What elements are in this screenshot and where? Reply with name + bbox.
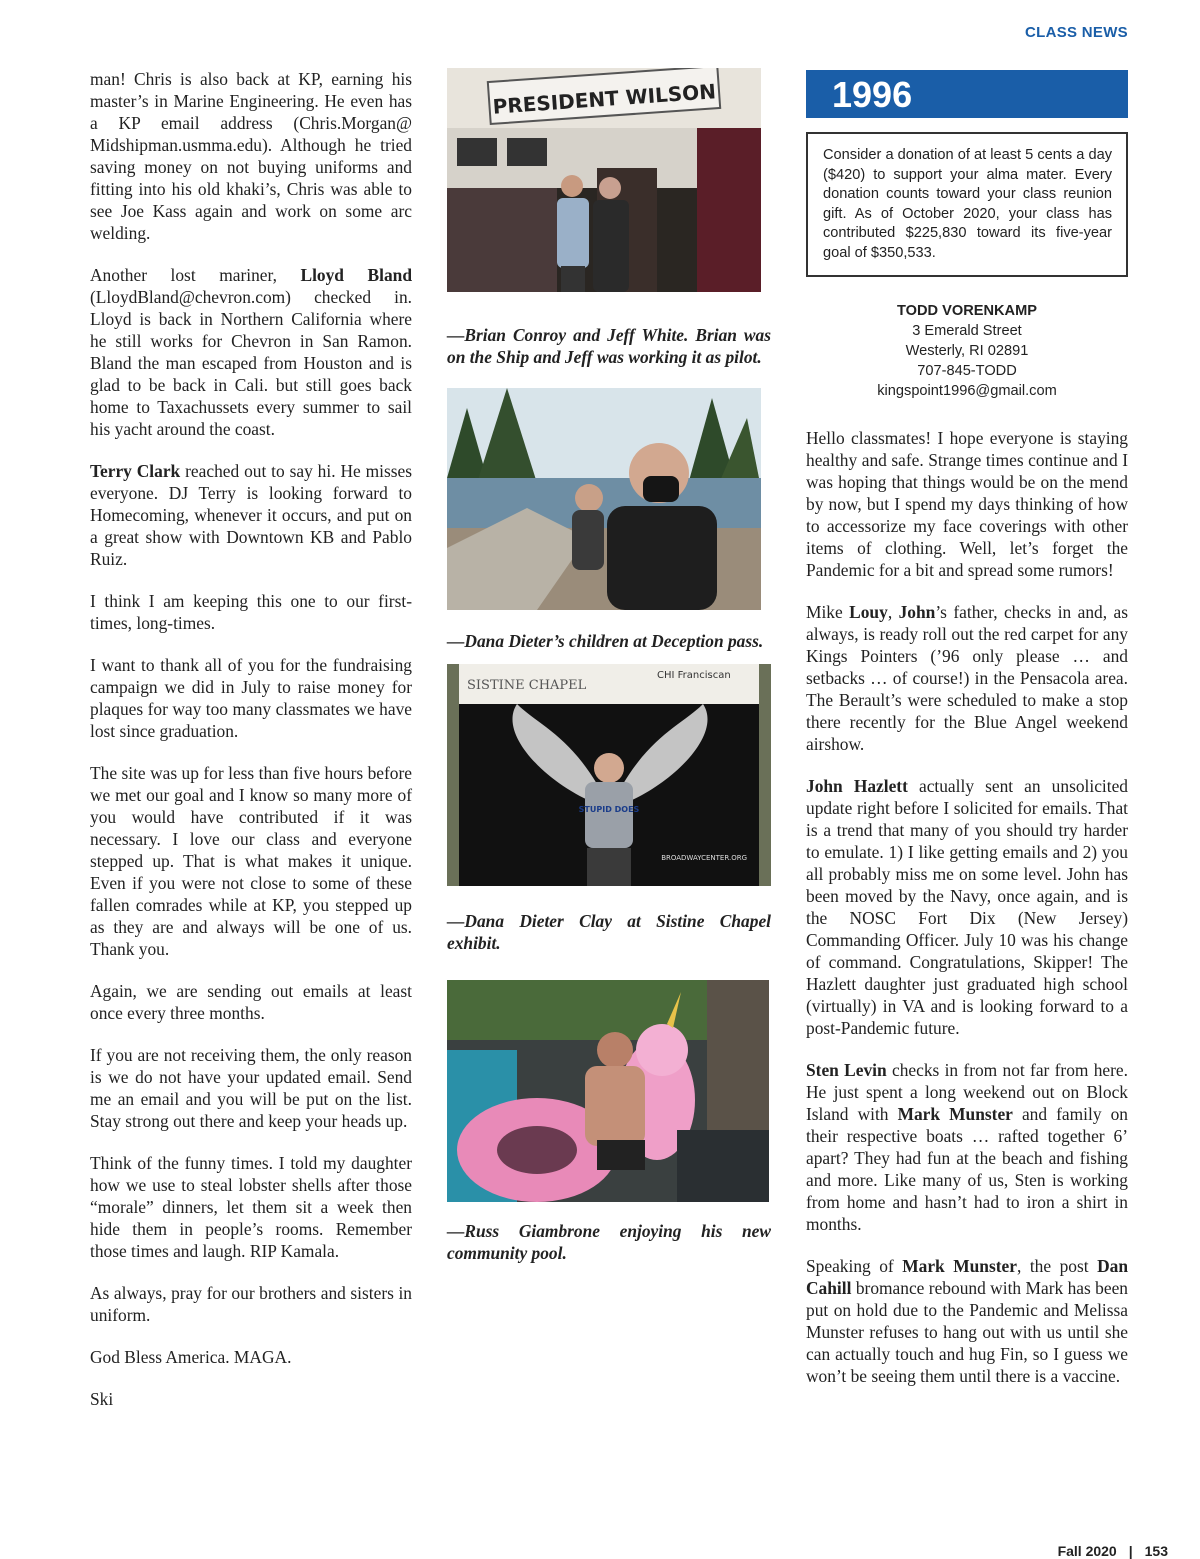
- photo-ship-illustration: [447, 68, 761, 292]
- paragraph-text: Mike: [806, 601, 850, 622]
- article-paragraph: [90, 1152, 412, 1262]
- classmate-name: John Hazlett: [806, 775, 908, 796]
- paragraph-text: ’s father, checks in and, as always, is ready roll out the red carpet for any Kings Pointers (’96 only please … and setbacks … of course!) in the Pensacola area. The Berault’s were scheduled to make a stop there recently for the Blue Angel weekend airshow.: [806, 601, 1129, 754]
- paragraph-text: Ski: [90, 1389, 114, 1409]
- section-label: CLASS NEWS: [1024, 24, 1128, 41]
- article-paragraph: [90, 1282, 412, 1326]
- paragraph-text: and family on their respective boats … rafted together 6’ apart? They had fun at the beach and fishing and more. Like many of us, Sten is working from home and hasn’t had to iron a shirt in months.: [806, 1103, 1128, 1234]
- classmate-name: Mark Munster: [897, 1103, 1013, 1124]
- paragraph-text: The site was up for less than five hours before we met our goal and I know so many more of you would have contributed if it was necessary. I love our class and everyone stepped up. That is what makes it unique. Even if you were not close to some of these fallen comrades while at KP, you stepped up as they are and always will be one of us. Thank you.: [90, 763, 412, 959]
- footer-separator: |: [1128, 1543, 1133, 1559]
- paragraph-text: Speaking of: [806, 1255, 903, 1276]
- article-paragraph: [90, 1388, 412, 1410]
- paragraph-text: checks in from not far from here. He just spent a long weekend out on Block Island with: [806, 1059, 1128, 1124]
- correspondent-name: TODD VORENKAMP: [896, 302, 1037, 319]
- class-year-heading: 1996: [806, 70, 1128, 118]
- paragraph-text: As always, pray for our brothers and sisters in uniform.: [90, 1283, 412, 1325]
- photo-pool-illustration: [447, 980, 769, 1202]
- exhibit-banner-text: SISTINE CHAPEL: [467, 678, 587, 693]
- article-paragraph: [806, 1255, 1128, 1387]
- page-number: 153: [1144, 1543, 1168, 1559]
- photo-deception-pass: [447, 388, 761, 610]
- column-right-body: [806, 427, 1128, 1387]
- paragraph-text: , the post: [1016, 1255, 1098, 1276]
- correspondent-phone: 707-845-TODD: [917, 362, 1017, 379]
- article-paragraph: [90, 762, 412, 960]
- article-paragraph: [90, 1346, 412, 1368]
- article-paragraph: [806, 601, 1128, 755]
- photo-president-wilson: [447, 68, 761, 292]
- correspondent-email[interactable]: kingspoint1996@gmail.com: [877, 382, 1057, 399]
- caption-deception-pass: —Dana Dieter’s children at Deception pass.: [447, 631, 764, 651]
- photo-community-pool: [447, 980, 769, 1202]
- article-paragraph: [90, 654, 412, 742]
- article-paragraph: [806, 775, 1128, 1039]
- column-left: [90, 68, 412, 1430]
- paragraph-text: reached out to say hi. He misses everyone. DJ Terry is looking forward to Homecoming, whenever it occurs, and put on a great show with Downtown KB and Pablo Ruiz.: [90, 461, 412, 569]
- article-paragraph: [806, 1059, 1128, 1235]
- paragraph-text: Again, we are sending out emails at least once every three months.: [90, 981, 412, 1023]
- photo-wings-illustration: [447, 664, 771, 886]
- paragraph-text: (LloydBland@chevron.com) checked in. Lloyd is back in Northern California where he still works for Chevron in San Ramon. Bland the man escaped from Houston and is glad to be back in Cali. but still goes back home to Taxachussets every summer to sail his yacht around the coast.: [90, 287, 412, 439]
- donation-notice: Consider a donation of at least 5 cents a day ($420) to support your alma mater. Every donation counts toward your class reunion gift. As of October 2020, your class has contributed $225,830 toward its five-year goal of $350,533.: [806, 132, 1128, 277]
- paragraph-text: ,: [887, 601, 899, 622]
- classmate-name: Louy: [849, 601, 888, 622]
- correspondent-street: 3 Emerald Street: [912, 322, 1022, 339]
- sponsor-logo-text: CHI Franciscan: [657, 670, 731, 681]
- correspondent-city: Westerly, RI 02891: [905, 342, 1029, 359]
- paragraph-text: man! Chris is also back at KP, earning his master’s in Marine Engineering. He even has a KP email address (Chris.Morgan@ Midshipman.usmma.edu). Although he tried saving money on not buying uniforms and fitting into his old khaki’s, Chris was able to see Joe Kass again and work on some arc welding.: [90, 69, 412, 243]
- photo-beach-illustration: [447, 388, 761, 610]
- paragraph-text: Another lost mariner,: [90, 265, 301, 285]
- paragraph-text: bromance rebound with Mark has been put on hold due to the Pandemic and Melissa Munster refuses to hang out with us until she can actually touch and hug Fin, so I guess we won’t be seeing them until there is a vaccine.: [806, 1277, 1128, 1386]
- caption-community-pool: —Russ Giambrone enjoying his new community pool.: [447, 1221, 771, 1263]
- column-photos: [447, 68, 771, 1264]
- article-paragraph: [90, 590, 412, 634]
- paragraph-text: actually sent an unsolicited update right before I solicited for emails. That is a trend that many of you should try harder to emulate. 1) I like getting emails and 2) you all probably miss me on some level. John has been moved by the Navy, once again, and is the NOSC Fort Dix (New Jersey) Commanding Officer. July 10 was his change of command. Congratulations, Skipper! The Hazlett daughter just graduated high school (virtually) in VA and is looking forward to a post-Pandemic future.: [806, 775, 1128, 1038]
- issue-label: Fall 2020: [1057, 1543, 1117, 1559]
- article-paragraph: [90, 980, 412, 1024]
- article-paragraph: [806, 427, 1128, 581]
- paragraph-text: Think of the funny times. I told my daughter how we use to steal lobster shells after those “morale” dinners, let them sit a week then hide them in people’s rooms. Remember those times and laugh. RIP Kamala.: [90, 1153, 412, 1261]
- paragraph-text: God Bless America. MAGA.: [90, 1347, 292, 1367]
- classmate-name: Dan Cahill: [806, 1255, 1129, 1298]
- article-paragraph: [90, 460, 412, 570]
- classmate-name: Mark Munster: [902, 1255, 1017, 1276]
- caption-sistine-chapel: —Dana Dieter Clay at Sistine Chapel exhibit.: [447, 911, 771, 953]
- page-footer: [1058, 1543, 1168, 1559]
- paragraph-text: I want to thank all of you for the fundraising campaign we did in July to raise money for plaques for way too many classmates we have lost since graduation.: [90, 655, 412, 741]
- classmate-name: Sten Levin: [806, 1059, 887, 1080]
- classmate-name: Terry Clark: [90, 461, 181, 481]
- paragraph-text: If you are not receiving them, the only reason is we do not have your updated email. Send me an email and you will be put on the list. Stay strong out there and keep your heads up.: [90, 1045, 412, 1131]
- article-paragraph: [90, 68, 412, 244]
- exhibit-site-text: BROADWAYCENTER.ORG: [661, 854, 747, 862]
- paragraph-text: I think I am keeping this one to our first-times, long-times.: [90, 591, 412, 633]
- photo-sistine-chapel: [447, 664, 771, 886]
- classmate-name: Lloyd Bland: [300, 265, 412, 285]
- article-paragraph: [90, 264, 412, 440]
- paragraph-text: Hello classmates! I hope everyone is staying healthy and safe. Strange times continue and I was hoping that things would be on the mend by now, but I spend my days thinking of how to accessorize my face coverings with other items of clothing. Well, let’s forget the Pandemic for a bit and spread some rumors!: [806, 427, 1128, 580]
- caption-president-wilson: —Brian Conroy and Jeff White. Brian was on the Ship and Jeff was working it as pilot.: [447, 325, 771, 367]
- classmate-name: John: [898, 601, 936, 622]
- article-paragraph: [90, 1044, 412, 1132]
- column-right: [806, 68, 1128, 1407]
- class-correspondent-contact: [806, 301, 1128, 401]
- shirt-text: STUPID DOES: [578, 805, 640, 814]
- ship-sign-text: PRESIDENT WILSON: [491, 79, 717, 119]
